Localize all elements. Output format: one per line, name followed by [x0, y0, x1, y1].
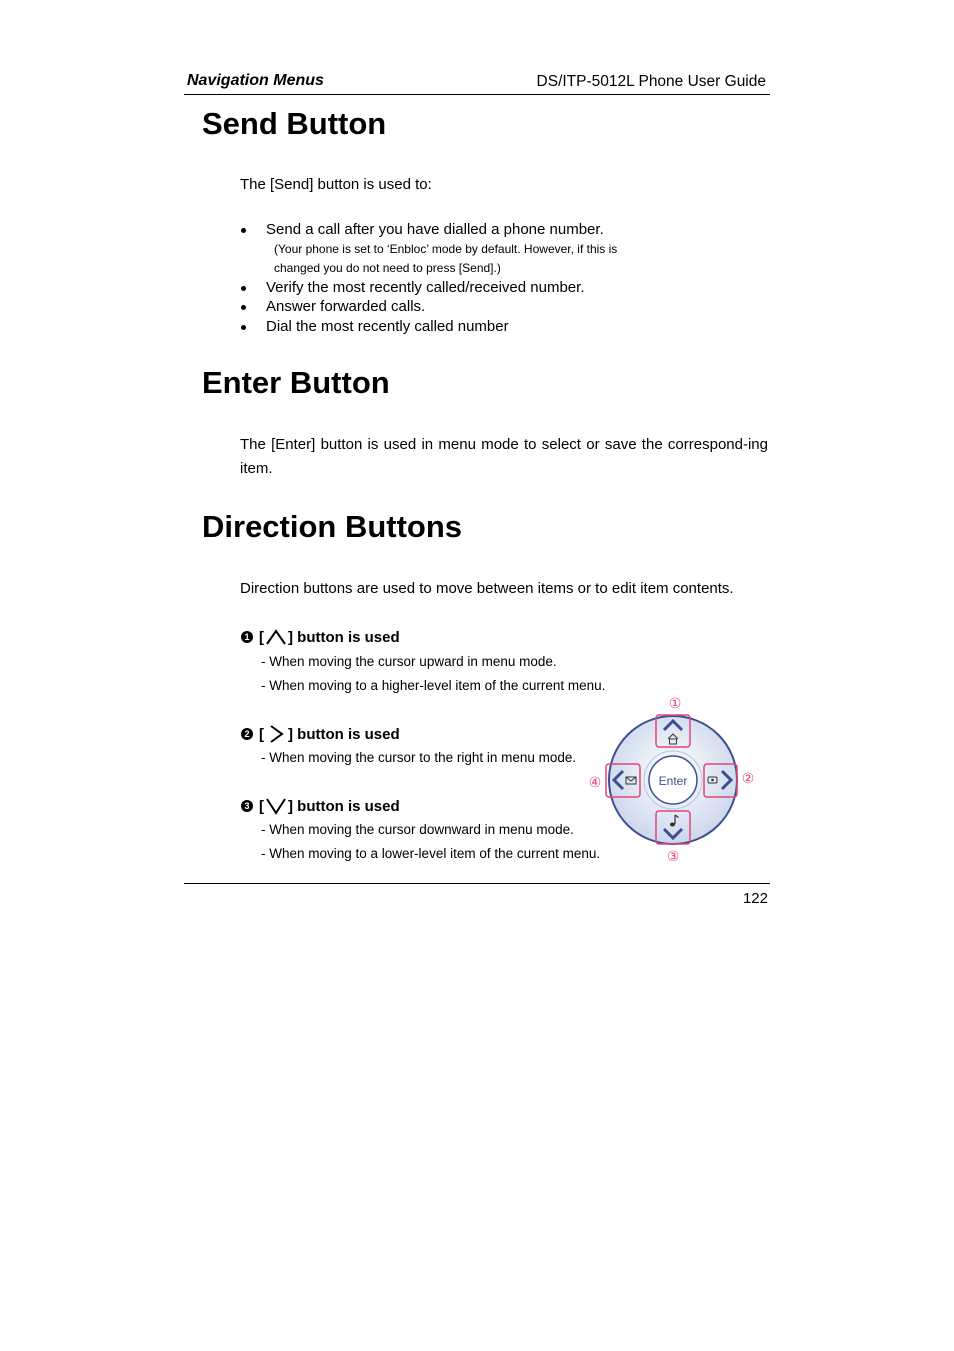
- down-use-line-1: - When moving the cursor downward in menu mode.: [261, 822, 574, 837]
- list-item: Answer forwarded calls.: [240, 297, 740, 317]
- direction-buttons-heading: Direction Buttons: [202, 509, 463, 544]
- bullet-icon: [241, 305, 246, 310]
- chevron-up-icon: [265, 628, 287, 646]
- marker-up: ①: [668, 696, 682, 712]
- marker-right: ②: [741, 771, 755, 787]
- running-header-guide-title: DS/ITP-5012L Phone User Guide: [536, 73, 766, 90]
- up-use-line-2: - When moving to a higher-level item of the current menu.: [261, 678, 606, 693]
- send-button-heading: Send Button: [202, 106, 387, 141]
- running-header-section: Navigation Menus: [187, 72, 324, 89]
- circled-number: 2: [241, 728, 253, 740]
- list-item: Dial the most recently called number: [240, 317, 740, 337]
- send-intro: The [Send] button is used to:: [240, 176, 432, 193]
- chevron-right-icon: [265, 724, 287, 744]
- circled-number: 3: [241, 800, 253, 812]
- enter-key-label: Enter: [658, 774, 688, 788]
- enter-button-heading: Enter Button: [202, 365, 390, 400]
- direction-intro: Direction buttons are used to move between items or to edit item contents.: [240, 580, 734, 597]
- bullet-icon: [241, 286, 246, 291]
- up-button-subheading: 1 [ ] button is used: [241, 628, 400, 646]
- right-use-line-1: - When moving the cursor to the right in menu mode.: [261, 750, 577, 765]
- right-button-subheading: 2 [ ] button is used: [241, 724, 400, 744]
- footer-rule: [184, 883, 770, 884]
- enbloc-note: (Your phone is set to ‘Enbloc’ mode by default. However, if this is changed you do not need to press [Send].): [274, 241, 618, 275]
- list-item: Send a call after you have dialled a phone number. (Your phone is set to ‘Enbloc’ mode by default. However, if this is changed you do not need to press [Send].): [240, 220, 740, 278]
- circled-number: 1: [241, 631, 253, 643]
- send-bullet-list: [240, 220, 740, 336]
- bullet-icon: [241, 228, 246, 233]
- chevron-down-icon: [265, 796, 287, 816]
- navigation-key-diagram: [585, 692, 760, 867]
- marker-left: ④: [588, 775, 602, 791]
- down-button-subheading: 3 [ ] button is used: [241, 796, 400, 816]
- down-use-line-2: - When moving to a lower-level item of the current menu.: [261, 846, 601, 861]
- up-use-line-1: - When moving the cursor upward in menu mode.: [261, 654, 557, 669]
- header-rule: [184, 94, 770, 95]
- bullet-icon: [241, 325, 246, 330]
- marker-down: ③: [666, 849, 680, 865]
- page-number: 122: [742, 890, 768, 907]
- list-item: Verify the most recently called/received number.: [240, 278, 740, 298]
- enter-description: The [Enter] button is used in menu mode to select or save the correspond-ing item.: [240, 436, 768, 477]
- enter-key: [644, 751, 702, 809]
